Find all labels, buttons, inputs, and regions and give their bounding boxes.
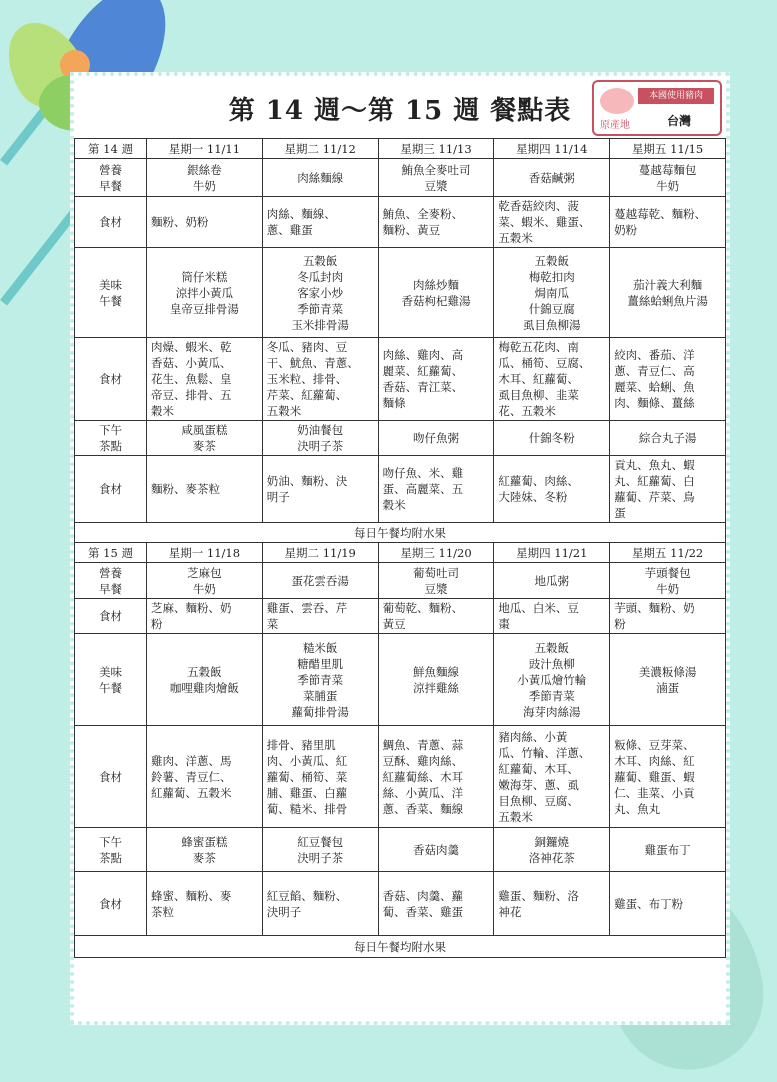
meal-cell: 紅豆餐包 決明子茶 bbox=[262, 828, 378, 872]
ingredient-cell: 紅豆餡、麵粉、 決明子 bbox=[262, 872, 378, 936]
meal-row bbox=[75, 421, 726, 456]
ingredient-cell: 葡萄乾、麵粉、 黃豆 bbox=[378, 599, 494, 634]
meal-cell: 香菇肉羹 bbox=[378, 828, 494, 872]
row-label: 食材 bbox=[75, 872, 147, 936]
ingredient-cell: 排骨、豬里肌 肉、小黃瓜、紅 蘿蔔、桶筍、菜 脯、雞蛋、白蘿 蔔、糙米、排骨 bbox=[262, 726, 378, 828]
day-header: 星期三 11/13 bbox=[378, 139, 494, 159]
day-header: 星期三 11/20 bbox=[378, 543, 494, 563]
row-label: 營養 早餐 bbox=[75, 159, 147, 197]
meal-cell: 綜合丸子湯 bbox=[610, 421, 726, 456]
day-header: 星期一 11/18 bbox=[147, 543, 263, 563]
ingredient-cell: 麵粉、麥茶粒 bbox=[147, 456, 263, 523]
fruit-note: 每日午餐均附水果 bbox=[75, 936, 726, 958]
meal-cell: 五穀飯 咖哩雞肉燴飯 bbox=[147, 634, 263, 726]
meal-cell: 什錦冬粉 bbox=[494, 421, 610, 456]
row-label: 營養 早餐 bbox=[75, 563, 147, 599]
row-label: 食材 bbox=[75, 726, 147, 828]
meal-cell: 奶油餐包 決明子茶 bbox=[262, 421, 378, 456]
meal-cell: 蛋花雲吞湯 bbox=[262, 563, 378, 599]
ingredient-cell: 芋頭、麵粉、奶 粉 bbox=[610, 599, 726, 634]
ingredient-cell: 絞肉、番茄、洋 蔥、青豆仁、高 麗菜、蛤蜊、魚 肉、麵條、薑絲 bbox=[610, 338, 726, 421]
ingredient-cell: 冬瓜、豬肉、豆 干、魷魚、青蔥、 玉米粒、排骨、 芹菜、紅蘿蔔、 五穀米 bbox=[262, 338, 378, 421]
badge-label: 本國使用豬肉 bbox=[638, 88, 714, 104]
ingredient-cell: 貢丸、魚丸、蝦 丸、紅蘿蔔、白 蘿蔔、芹菜、鳥 蛋 bbox=[610, 456, 726, 523]
pork-origin-badge bbox=[592, 80, 722, 136]
ingredient-cell: 蔓越莓乾、麵粉、 奶粉 bbox=[610, 197, 726, 248]
week-header-row bbox=[75, 139, 726, 159]
row-label: 下午 茶點 bbox=[75, 421, 147, 456]
ingredient-cell: 芝麻、麵粉、奶 粉 bbox=[147, 599, 263, 634]
fruit-note-row bbox=[75, 523, 726, 543]
meal-cell: 肉絲麵線 bbox=[262, 159, 378, 197]
ingredient-cell: 麵粉、奶粉 bbox=[147, 197, 263, 248]
week-label: 第 15 週 bbox=[75, 543, 147, 563]
day-header: 星期五 11/22 bbox=[610, 543, 726, 563]
row-label: 食材 bbox=[75, 197, 147, 248]
ingredient-cell: 鯛魚、青蔥、蒜 豆酥、雞肉絲、 紅蘿蔔絲、木耳 絲、小黃瓜、洋 蔥、香菜、麵線 bbox=[378, 726, 494, 828]
meal-cell: 雞蛋布丁 bbox=[610, 828, 726, 872]
day-header: 星期二 11/12 bbox=[262, 139, 378, 159]
ingredient-cell: 雞蛋、布丁粉 bbox=[610, 872, 726, 936]
ingredient-cell: 紅蘿蔔、肉絲、 大陸妹、冬粉 bbox=[494, 456, 610, 523]
fruit-note: 每日午餐均附水果 bbox=[75, 523, 726, 543]
ingredient-cell: 蜂蜜、麵粉、麥 茶粒 bbox=[147, 872, 263, 936]
day-header: 星期四 11/21 bbox=[494, 543, 610, 563]
ingredient-cell: 吻仔魚、米、雞 蛋、高麗菜、五 穀米 bbox=[378, 456, 494, 523]
ingredient-cell: 梅乾五花肉、南 瓜、桶筍、豆腐、 木耳、紅蘿蔔、 虱目魚柳、韭菜 花、五穀米 bbox=[494, 338, 610, 421]
meal-cell: 咸風蛋糕 麥茶 bbox=[147, 421, 263, 456]
row-label: 美味 午餐 bbox=[75, 248, 147, 338]
meal-row bbox=[75, 634, 726, 726]
row-label: 食材 bbox=[75, 338, 147, 421]
meal-row bbox=[75, 828, 726, 872]
meal-cell: 芝麻包 牛奶 bbox=[147, 563, 263, 599]
ingredient-cell: 雞蛋、麵粉、洛 神花 bbox=[494, 872, 610, 936]
row-label: 美味 午餐 bbox=[75, 634, 147, 726]
page-title: 第 14 週～第 15 週 餐點表 bbox=[228, 96, 572, 126]
meal-cell: 糙米飯 糖醋里肌 季節青菜 菜脯蛋 蘿蔔排骨湯 bbox=[262, 634, 378, 726]
badge-origin: 台灣 bbox=[666, 114, 691, 128]
fruit-note-row bbox=[75, 936, 726, 958]
meal-row bbox=[75, 599, 726, 634]
ingredient-cell: 肉絲、雞肉、高 麗菜、紅蘿蔔、 香菇、青江菜、 麵條 bbox=[378, 338, 494, 421]
pig-icon bbox=[600, 88, 634, 114]
ingredient-cell: 粄條、豆芽菜、 木耳、肉絲、紅 蘿蔔、雞蛋、蝦 仁、韭菜、小貢 丸、魚丸 bbox=[610, 726, 726, 828]
meal-cell: 筒仔米糕 涼拌小黃瓜 皇帝豆排骨湯 bbox=[147, 248, 263, 338]
ingredient-cell: 鮪魚、全麥粉、 麵粉、黃豆 bbox=[378, 197, 494, 248]
meal-cell: 鮮魚麵線 涼拌雞絲 bbox=[378, 634, 494, 726]
meal-cell: 葡萄吐司 豆漿 bbox=[378, 563, 494, 599]
meal-cell: 五穀飯 冬瓜封肉 客家小炒 季節青菜 玉米排骨湯 bbox=[262, 248, 378, 338]
meal-cell: 銀絲卷 牛奶 bbox=[147, 159, 263, 197]
meal-row bbox=[75, 563, 726, 599]
meal-cell: 五穀飯 梅乾扣肉 焗南瓜 什錦豆腐 虱目魚柳湯 bbox=[494, 248, 610, 338]
day-header: 星期五 11/15 bbox=[610, 139, 726, 159]
meal-cell: 鮪魚全麥吐司 豆漿 bbox=[378, 159, 494, 197]
day-header: 星期四 11/14 bbox=[494, 139, 610, 159]
ingredient-cell: 肉絲、麵線、 蔥、雞蛋 bbox=[262, 197, 378, 248]
ingredient-cell: 香菇、肉羹、蘿 蔔、香菜、雞蛋 bbox=[378, 872, 494, 936]
row-label: 食材 bbox=[75, 599, 147, 634]
ingredient-cell: 地瓜、白米、豆 棗 bbox=[494, 599, 610, 634]
meal-row bbox=[75, 872, 726, 936]
menu-table bbox=[74, 138, 726, 958]
day-header: 星期一 11/11 bbox=[147, 139, 263, 159]
ingredient-cell: 乾香菇絞肉、菠 菜、蝦米、雞蛋、 五穀米 bbox=[494, 197, 610, 248]
meal-cell: 肉絲炒麵 香菇枸杞雞湯 bbox=[378, 248, 494, 338]
week-header-row bbox=[75, 543, 726, 563]
ingredient-cell: 肉燥、蝦米、乾 香菇、小黃瓜、 花生、魚鬆、皇 帝豆、排骨、五 穀米 bbox=[147, 338, 263, 421]
meal-cell: 美濃粄條湯 滷蛋 bbox=[610, 634, 726, 726]
meal-row bbox=[75, 338, 726, 421]
ingredient-cell: 豬肉絲、小黃 瓜、竹輪、洋蔥、 紅蘿蔔、木耳、 嫩海芽、蔥、虱 目魚柳、豆腐、 五穀米 bbox=[494, 726, 610, 828]
meal-cell: 芋頭餐包 牛奶 bbox=[610, 563, 726, 599]
meal-row bbox=[75, 456, 726, 523]
badge-origin-label: 原產地 bbox=[600, 120, 630, 131]
meal-cell: 地瓜粥 bbox=[494, 563, 610, 599]
meal-row bbox=[75, 159, 726, 197]
row-label: 下午 茶點 bbox=[75, 828, 147, 872]
meal-row bbox=[75, 726, 726, 828]
meal-row bbox=[75, 197, 726, 248]
meal-cell: 五穀飯 豉汁魚柳 小黃瓜燴竹輪 季節青菜 海芽肉絲湯 bbox=[494, 634, 610, 726]
meal-cell: 蔓越莓麵包 牛奶 bbox=[610, 159, 726, 197]
meal-cell: 茄汁義大利麵 薑絲蛤蜊魚片湯 bbox=[610, 248, 726, 338]
meal-cell: 吻仔魚粥 bbox=[378, 421, 494, 456]
menu-page bbox=[70, 72, 730, 1025]
ingredient-cell: 奶油、麵粉、決 明子 bbox=[262, 456, 378, 523]
ingredient-cell: 雞肉、洋蔥、馬 鈴薯、青豆仁、 紅蘿蔔、五穀米 bbox=[147, 726, 263, 828]
row-label: 食材 bbox=[75, 456, 147, 523]
meal-row bbox=[75, 248, 726, 338]
ingredient-cell: 雞蛋、雲吞、芹 菜 bbox=[262, 599, 378, 634]
meal-cell: 銅鑼燒 洛神花茶 bbox=[494, 828, 610, 872]
day-header: 星期二 11/19 bbox=[262, 543, 378, 563]
meal-cell: 蜂蜜蛋糕 麥茶 bbox=[147, 828, 263, 872]
week-label: 第 14 週 bbox=[75, 139, 147, 159]
meal-cell: 香菇鹹粥 bbox=[494, 159, 610, 197]
